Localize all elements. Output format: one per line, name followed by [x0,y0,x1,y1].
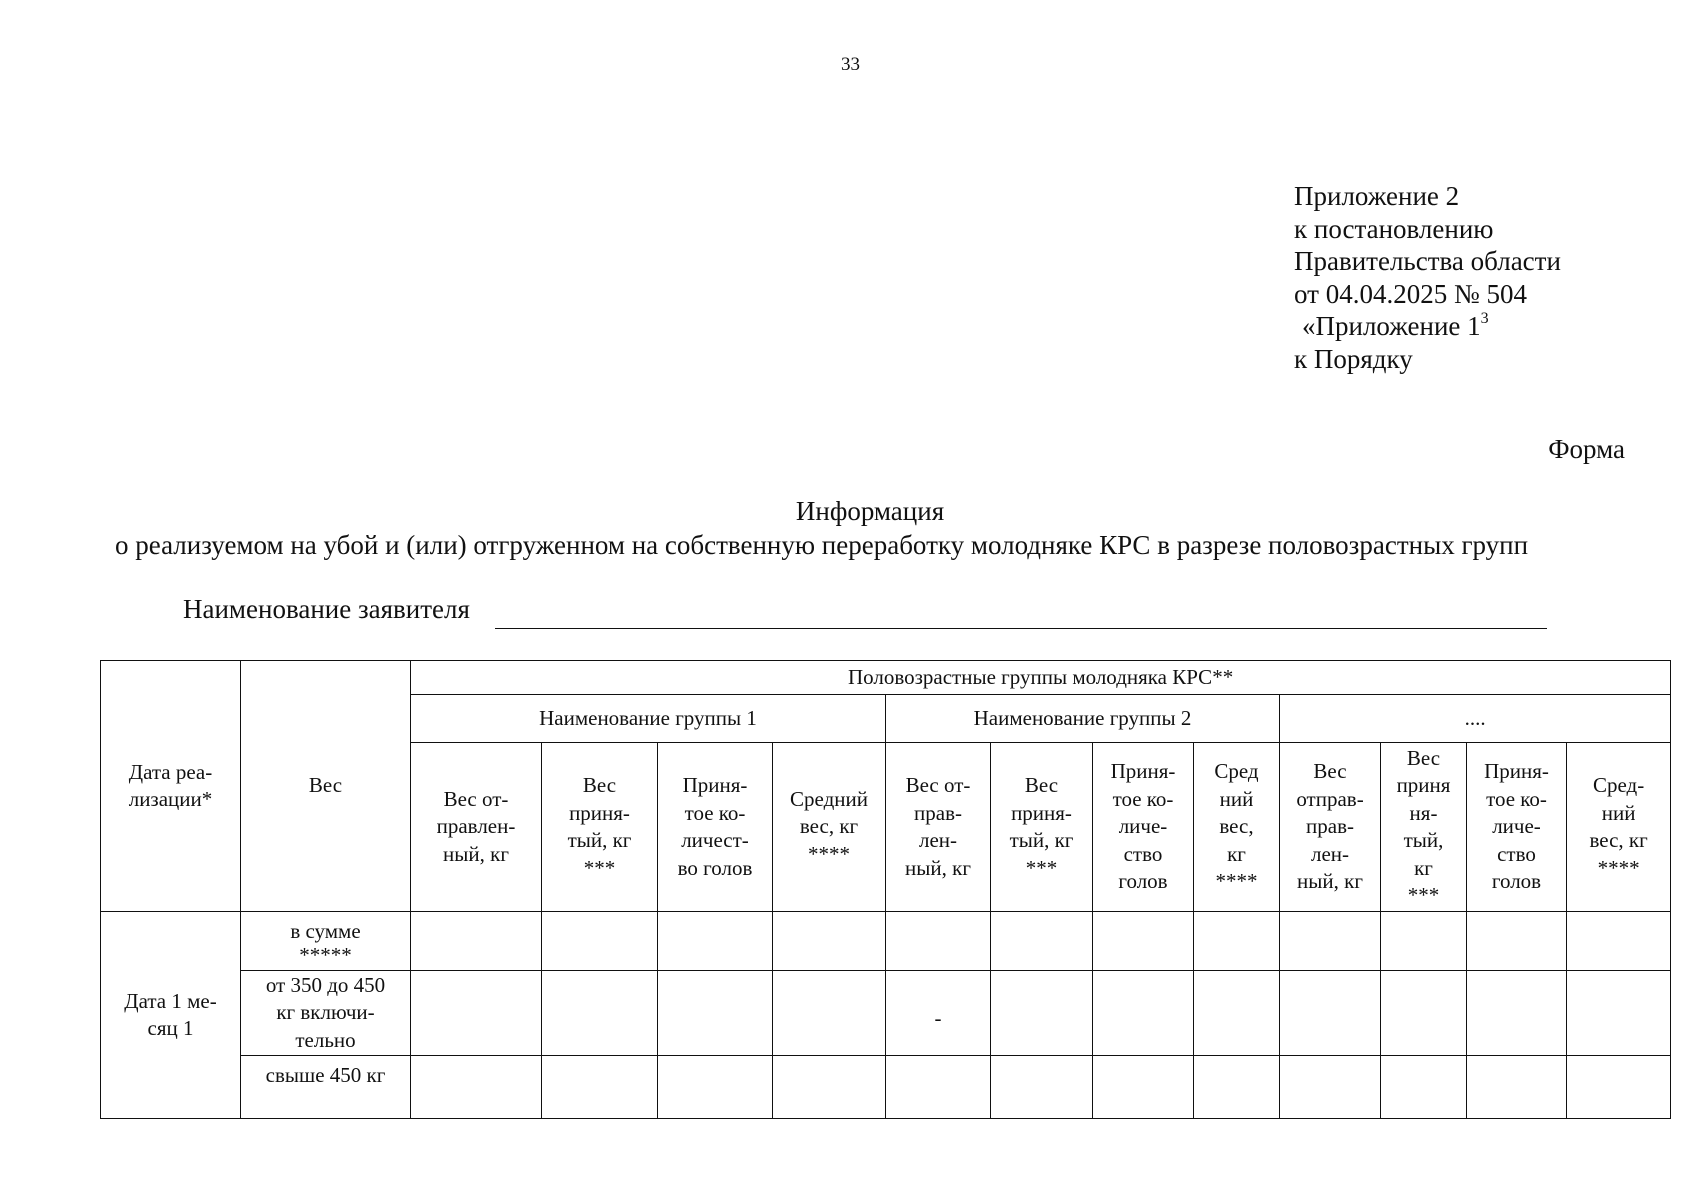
row-label-sum-stars: ***** [299,942,352,967]
table-cell[interactable] [1381,912,1467,971]
table-cell[interactable] [1093,971,1194,1056]
row-label-sum [241,912,411,971]
header-g2-weight-sent: Вес от- прав- лен- ный, кг [886,743,991,912]
table-cell[interactable] [1194,1056,1280,1119]
table-cell[interactable] [886,912,991,971]
table-row-range [101,971,1671,1056]
document-title: Информация [795,496,945,526]
form-label: Форма [1548,434,1625,464]
table-cell[interactable] [1467,971,1567,1056]
header-weight: Вес [241,661,411,912]
header-g3-weight-accepted: Вес приня ня- тый, кг *** [1381,743,1467,912]
stray-mark: - [934,1006,942,1031]
applicant-name-blank-line[interactable] [495,628,1547,629]
table-cell[interactable] [991,971,1093,1056]
table-cell[interactable] [1381,1056,1467,1119]
document-subtitle: о реализуемом на убой и (или) отгруженном на собственную переработку молодняке КРС в разрезе половозрастных групп [115,530,1529,560]
approval-line-2: к постановлению [1294,213,1494,244]
table-cell[interactable] [1567,971,1671,1056]
table-cell[interactable] [1194,971,1280,1056]
table-cell[interactable] [658,971,773,1056]
table-cell[interactable] [1467,912,1567,971]
table-cell[interactable] [1280,912,1381,971]
table-cell[interactable] [1194,912,1280,971]
row-label-over-450: свыше 450 кг [241,1056,411,1119]
header-group-2: Наименование группы 2 [886,695,1280,743]
approval-line-3: Правительства области [1294,246,1561,276]
table-cell[interactable] [886,971,991,1056]
table-cell[interactable] [773,1056,886,1119]
row-date-month: Дата 1 ме- сяц 1 [101,912,241,1119]
table-cell[interactable] [1093,1056,1194,1119]
table-cell[interactable] [411,912,542,971]
approval-line-5 [1294,310,1561,343]
table-cell[interactable] [411,971,542,1056]
table-cell[interactable] [411,1056,542,1119]
table-cell[interactable] [542,912,658,971]
table-cell[interactable] [773,971,886,1056]
header-g2-weight-accepted: Вес приня- тый, кг *** [991,743,1093,912]
table-cell[interactable] [1381,971,1467,1056]
header-g1-average-weight: Средний вес, кг **** [773,743,886,912]
table-row-sum [101,912,1671,971]
header-g3-head-count: Приня- тое ко- личе- ство голов [1467,743,1567,912]
table-cell[interactable] [658,912,773,971]
table-cell[interactable] [1567,1056,1671,1119]
row-label-350-450: от 350 до 450 кг включи- тельно [241,971,411,1056]
applicant-label: Наименование заявителя [183,594,470,624]
table-cell[interactable] [1567,912,1671,971]
approval-line-5-text: «Приложение 1 [1302,311,1481,341]
table-cell[interactable] [1467,1056,1567,1119]
header-group-1: Наименование группы 1 [411,695,886,743]
approval-line-4: от 04.04.2025 № 504 [1294,278,1527,309]
row-label-sum-text: в сумме [290,919,361,944]
header-g3-average-weight: Сред- ний вес, кг **** [1567,743,1671,912]
approval-line-6: к Порядку [1294,343,1413,374]
header-age-sex-groups: Половозрастные группы молодняка КРС** [411,661,1671,695]
header-sale-date: Дата реа- лизации* [101,661,241,912]
header-g2-average-weight: Сред ний вес, кг **** [1194,743,1280,912]
table-cell[interactable] [658,1056,773,1119]
table-cell[interactable] [1093,912,1194,971]
table-cell[interactable] [991,912,1093,971]
approval-block [1294,180,1561,375]
header-g1-weight-sent: Вес от- правлен- ный, кг [411,743,542,912]
table-cell[interactable] [542,1056,658,1119]
table-cell[interactable] [773,912,886,971]
header-g1-head-count: Приня- тое ко- личест- во голов [658,743,773,912]
header-g3-weight-sent: Вес отправ- прав- лен- ный, кг [1280,743,1381,912]
header-g2-head-count: Приня- тое ко- личе- ство голов [1093,743,1194,912]
approval-line-1: Приложение 2 [1294,181,1460,211]
page-number: 33 [841,54,860,75]
table-row-over-450 [101,1056,1671,1119]
header-g1-weight-accepted: Вес приня- тый, кг *** [542,743,658,912]
table-cell[interactable] [991,1056,1093,1119]
table-cell[interactable] [1280,1056,1381,1119]
table-cell[interactable] [1280,971,1381,1056]
table-cell[interactable] [542,971,658,1056]
header-group-more: .... [1280,695,1671,743]
livestock-table [100,660,1671,1119]
approval-line-5-superscript: 3 [1480,310,1489,327]
table-cell[interactable] [886,1056,991,1119]
